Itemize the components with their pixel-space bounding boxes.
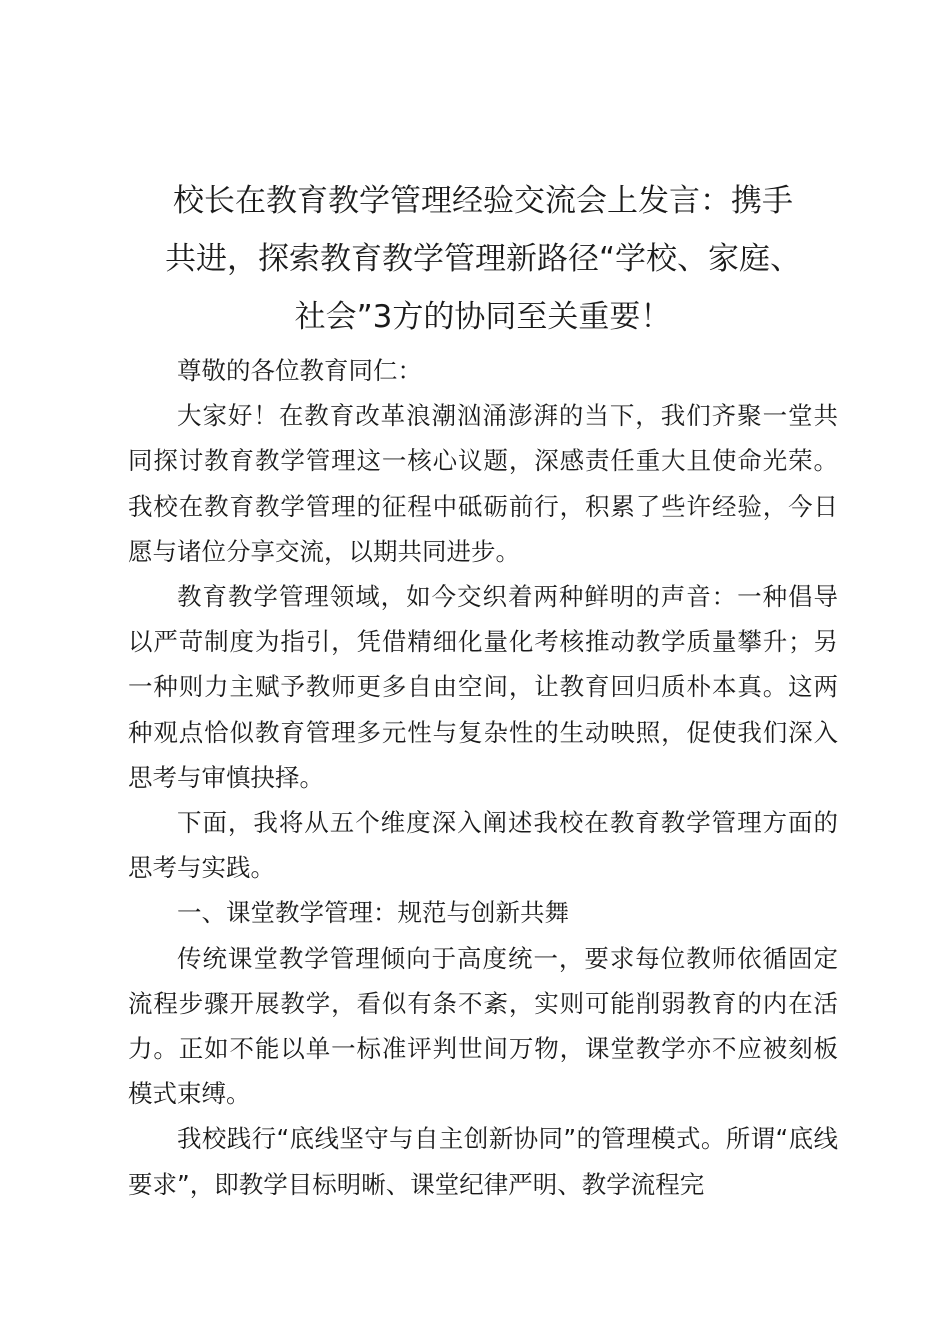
salutation: 尊敬的各位教育同仁： xyxy=(177,356,422,385)
section-heading-1: 一、课堂教学管理：规范与创新共舞 xyxy=(177,898,569,928)
paragraph-two-voices: 教育教学管理领域，如今交织着两种鲜明的声音：一种倡导以严苛制度为指引，凭借精细化量化考核推动教学质量攀升；另一种则力主赋予教师更多自由空间，让教育回归质朴本真。这两种观点恰似教育管理多元性与复杂性的生动映照，促使我们深入思考与审慎抉择。 xyxy=(128,582,838,792)
document-title xyxy=(128,172,838,346)
paragraph-management-model: 我校践行“底线坚守与自主创新协同”的管理模式。所谓“底线要求”，即教学目标明晰、课堂纪律严明、教学流程完 xyxy=(128,1124,838,1199)
title-line-1: 校长在教育教学管理经验交流会上发言：携手 xyxy=(173,183,793,219)
title-line-3: 社会”3方的协同至关重要！ xyxy=(294,299,672,335)
title-line-2: 共进，探索教育教学管理新路径“学校、家庭、 xyxy=(164,241,802,277)
document-page xyxy=(128,172,838,1207)
paragraph-overview: 下面，我将从五个维度深入阐述我校在教育教学管理方面的思考与实践。 xyxy=(128,808,838,883)
paragraph-greeting: 大家好！在教育改革浪潮汹涌澎湃的当下，我们齐聚一堂共同探讨教育教学管理这一核心议题，深感责任重大且使命光荣。我校在教育教学管理的征程中砥砺前行，积累了些许经验，今日愿与诸位分享交流，以期共同进步。 xyxy=(128,401,838,566)
document-body xyxy=(128,348,838,1207)
paragraph-traditional-management: 传统课堂教学管理倾向于高度统一，要求每位教师依循固定流程步骤开展教学，看似有条不紊，实则可能削弱教育的内在活力。正如不能以单一标准评判世间万物，课堂教学亦不应被刻板模式束缚。 xyxy=(128,943,838,1109)
